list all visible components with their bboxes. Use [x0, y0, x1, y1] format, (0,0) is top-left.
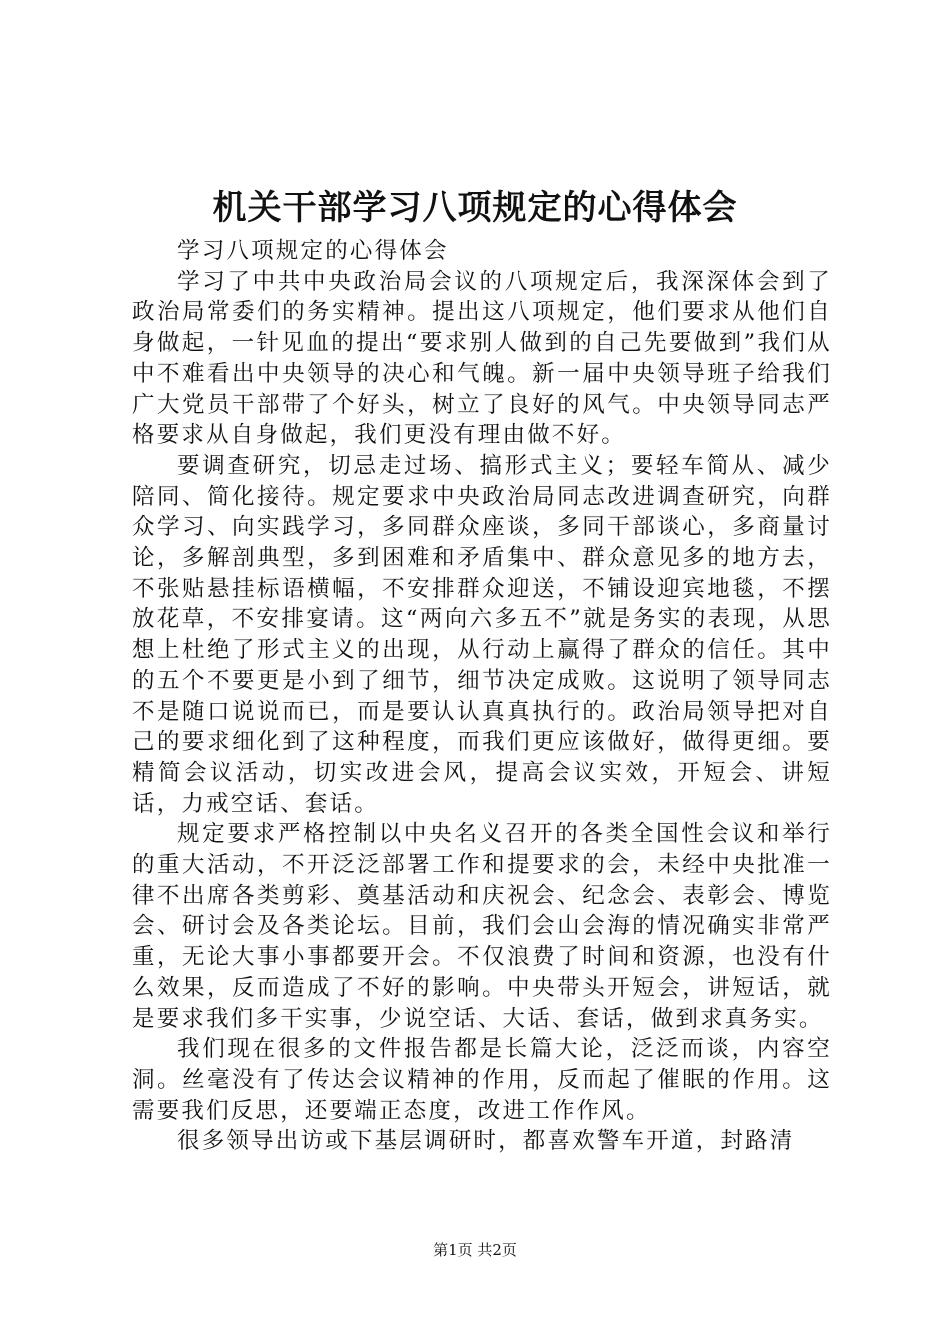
body-paragraph: 学习了中共中央政治局会议的八项规定后，我深深体会到了政治局常委们的务实精神。提出这八项规定，他们要求从他们自身做起，一针见血的提出“要求别人做到的自己先要做到”我们从中不难看出中央领导的决心和气魄。新一届中央领导班子给我们广大党员干部带了个好头，树立了良好的风气。中央领导同志严格要求从自身做起，我们更没有理由做不好。 [132, 268, 832, 449]
body-paragraph: 学习八项规定的心得体会 [177, 238, 449, 264]
body-paragraph: 我们现在很多的文件报告都是长篇大论，泛泛而谈，内容空洞。丝毫没有了传达会议精神的作用，反而起了催眠的作用。这需要我们反思，还要端正态度，改进工作作风。 [132, 1036, 832, 1124]
page-number-footer: 第1页 共2页 [433, 1241, 517, 1259]
document-title: 机关干部学习八项规定的心得体会 [212, 188, 738, 228]
body-paragraph: 要调查研究，切忌走过场、搞形式主义；要轻车简从、减少陪同、简化接待。规定要求中央政治局同志改进调查研究，向群众学习、向实践学习，多同群众座谈，多同干部谈心，多商量讨论，多解剖典型，多到困难和矛盾集中、群众意见多的地方去，不张贴悬挂标语横幅，不安排群众迎送，不铺设迎宾地毯，不摆放花草，不安排宴请。这“两向六多五不”就是务实的表现，从思想上杜绝了形式主义的出现，从行动上赢得了群众的信任。其中的五个不要更是小到了细节，细节决定成败。这说明了领导同志不是随口说说而已，而是要认认真真执行的。政治局领导把对自己的要求细化到了这种程度，而我们更应该做好，做得更细。要精简会议活动，切实改进会风，提高会议实效，开短会、讲短话，力戒空话、套话。 [132, 452, 832, 817]
body-paragraph: 很多领导出访或下基层调研时，都喜欢警车开道，封路清 [177, 1128, 795, 1155]
document-body [132, 236, 832, 1157]
body-paragraph: 规定要求严格控制以中央名义召开的各类全国性会议和举行的重大活动，不开泛泛部署工作和提要求的会，未经中央批准一律不出席各类剪彩、奠基活动和庆祝会、纪念会、表彰会、博览会、研讨会及各类论坛。目前，我们会山会海的情况确实非常严重，无论大事小事都要开会。不仅浪费了时间和资源，也没有什么效果，反而造成了不好的影响。中央带头开短会，讲短话，就是要求我们多干实事，少说空话、大话、套话，做到求真务实。 [132, 821, 832, 1032]
